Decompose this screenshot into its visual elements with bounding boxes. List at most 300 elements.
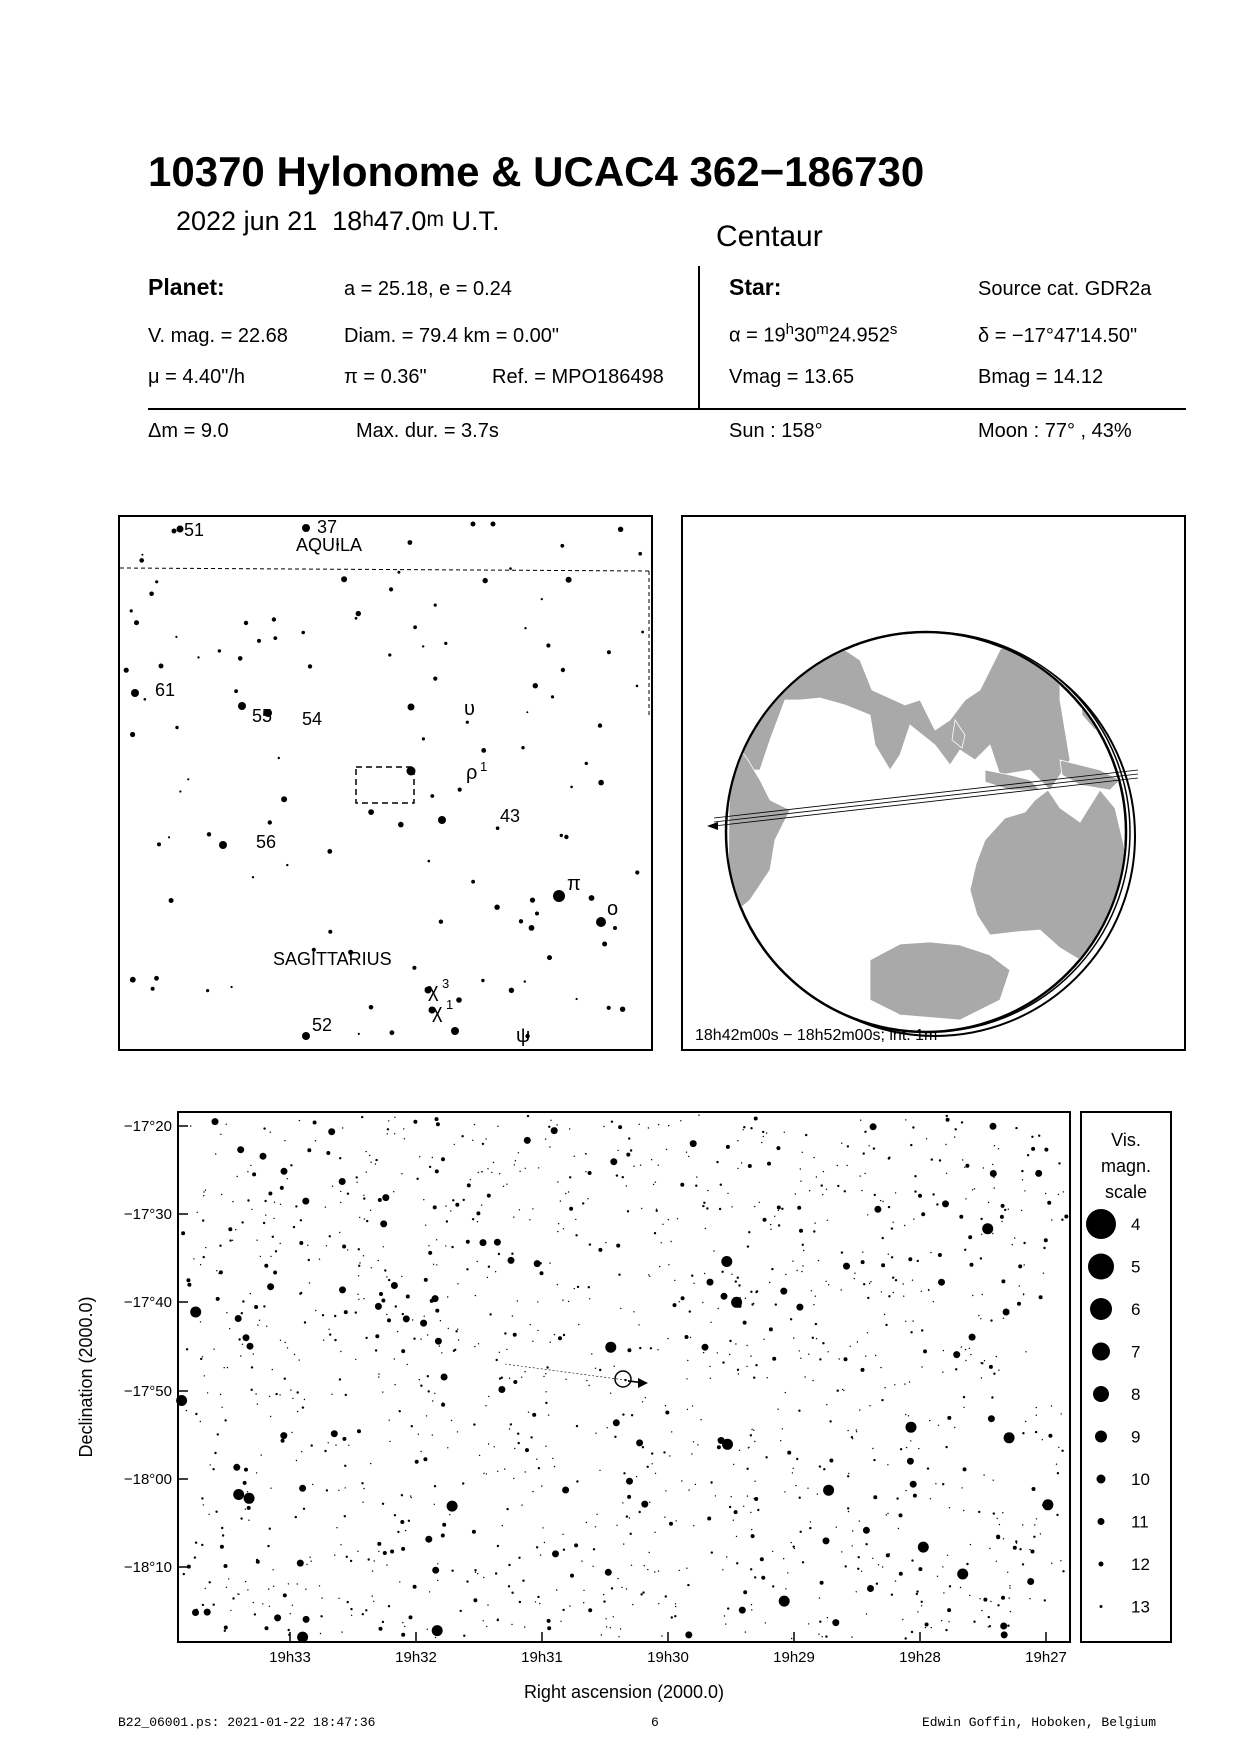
field-star [560,1200,561,1201]
field-star [822,1342,824,1344]
field-star [631,1414,633,1416]
field-star [288,1583,289,1584]
field-star [445,1205,446,1206]
chart-star [368,809,374,815]
field-star [426,1415,427,1416]
chart-star [576,998,578,1000]
chart-star [524,980,526,982]
field-star [983,1474,984,1475]
field-star [589,1298,590,1299]
field-star [303,1508,305,1510]
field-star [847,1507,849,1509]
field-star [1057,1472,1059,1474]
field-star [229,1239,231,1241]
field-star [259,1320,260,1321]
field-star [463,1635,465,1637]
field-star [843,1390,844,1391]
field-star [932,1193,934,1195]
field-star [682,1183,683,1184]
field-star [481,1171,482,1172]
field-star [1014,1237,1015,1238]
field-star [208,1514,209,1515]
field-star [823,1171,824,1172]
field-star [848,1511,849,1512]
field-star [802,1152,803,1153]
field-star [451,1420,452,1421]
field-star [626,1185,627,1186]
field-star [661,1635,662,1636]
field-star [996,1561,997,1562]
field-star [872,1448,873,1449]
field-star [780,1288,787,1295]
field-star [518,1152,519,1153]
field-star [548,1126,550,1128]
mag-scale-title-vis: Vis. [1111,1130,1141,1150]
field-star [841,1289,842,1290]
field-star [375,1349,377,1351]
chart-star [341,576,347,582]
field-star [598,1248,602,1252]
field-star [870,1123,877,1130]
field-star [441,1534,445,1538]
field-star [739,1607,746,1614]
field-star [891,1594,893,1596]
field-star [863,1152,865,1154]
field-star [425,1536,432,1543]
field-star [657,1349,658,1350]
chart-star [481,979,484,982]
field-star [331,1430,338,1437]
field-star [765,1456,767,1458]
field-star [770,1224,771,1225]
field-star [487,1168,488,1169]
field-star [861,1260,865,1264]
field-star [554,1466,555,1467]
field-star [1051,1405,1052,1406]
field-star [256,1240,257,1241]
field-star [411,1425,413,1427]
field-star [599,1369,601,1371]
field-star [943,1350,944,1351]
field-star [190,1125,191,1126]
chart-star [541,598,543,600]
field-star [423,1199,424,1200]
field-star [1000,1623,1007,1630]
field-star [623,1472,625,1474]
star-declination: δ = −17°47'14.50" [978,325,1138,347]
field-star [931,1158,933,1160]
field-star [378,1373,379,1374]
field-star [551,1127,558,1134]
field-star [992,1164,993,1165]
ra-hour-unit: h [785,321,794,338]
field-star [968,1235,972,1239]
field-star [332,1186,333,1187]
field-star [777,1206,781,1210]
field-star [1023,1242,1025,1244]
field-star [273,1586,274,1587]
field-star [1040,1172,1041,1173]
chart-star [272,617,276,621]
field-star [1001,1279,1005,1283]
field-star [295,1205,297,1207]
field-star [582,1202,584,1204]
star-field-frame [178,1112,1070,1642]
chart-star [607,650,611,654]
field-star [886,1553,890,1557]
field-star [200,1264,201,1265]
field-star [921,1212,925,1216]
field-star [822,1194,823,1195]
chart-star [218,649,221,652]
field-star [837,1185,839,1187]
field-star [307,1148,311,1152]
field-star [736,1562,738,1564]
field-star [1017,1302,1021,1306]
field-star [711,1551,713,1553]
field-star [334,1315,336,1317]
field-star [783,1558,784,1559]
planet-orbit: a = 25.18, e = 0.24 [344,278,512,300]
field-star [1035,1431,1037,1433]
field-star [279,1394,280,1395]
field-star [826,1281,827,1282]
star-label-52: 52 [312,1015,333,1035]
field-star [591,1353,592,1354]
field-star [816,1176,817,1177]
field-star [382,1503,384,1505]
field-star [448,1328,449,1329]
event-date: 2022 jun 21 [176,206,318,236]
field-star [921,1291,922,1292]
field-star [895,1279,897,1281]
max-duration: Max. dur. = 3.7s [356,420,499,442]
field-star [346,1556,348,1558]
field-star [554,1334,555,1335]
field-star [233,1464,240,1471]
field-star [207,1392,208,1393]
field-star [893,1222,894,1223]
field-star [402,1622,403,1623]
magnitude-drop: Δm = 9.0 [148,420,229,442]
field-star [734,1510,738,1514]
field-star [863,1283,865,1285]
field-star [722,1361,724,1363]
field-star [744,1323,745,1324]
field-star [793,1468,794,1469]
chart-star [613,926,617,930]
field-star [365,1151,366,1152]
field-star [265,1626,269,1630]
field-star [374,1560,375,1561]
chart-star [598,723,602,727]
field-star [375,1163,376,1164]
field-star [687,1409,688,1410]
dec-tick-label: −17°30 [123,1206,172,1223]
field-star [810,1521,811,1522]
hour-unit: h [362,208,374,231]
field-star [545,1402,547,1404]
field-star [825,1635,827,1637]
field-star [221,1527,223,1529]
field-star [942,1200,949,1207]
field-star [812,1337,814,1339]
field-star [642,1401,643,1402]
field-star [1036,1518,1037,1519]
declination-axis-label: Declination (2000.0) [76,1296,96,1458]
field-star [423,1457,427,1461]
field-star [1031,1136,1033,1138]
field-star [1007,1572,1008,1573]
field-star [992,1233,993,1234]
field-star [906,1447,907,1448]
field-star [218,1273,219,1274]
field-star [837,1165,838,1166]
field-star [751,1604,752,1605]
field-star [585,1171,586,1172]
field-star [344,1310,348,1314]
field-star [1056,1464,1057,1465]
field-star [1051,1219,1052,1220]
chart-star [172,529,177,534]
mag-scale-label: 11 [1131,1512,1149,1532]
field-star [220,1134,221,1135]
field-star [745,1631,746,1632]
chart-star [618,527,623,532]
field-star [432,1567,439,1574]
field-star [647,1466,649,1468]
field-star [707,1517,711,1521]
field-star [636,1439,643,1446]
star-label-chi1-sup: 1 [446,997,454,1012]
field-star [412,1319,413,1320]
field-star [549,1146,550,1147]
event-datetime [176,206,499,237]
chart-star [179,790,181,792]
field-star [807,1488,808,1489]
field-star [366,1220,368,1222]
field-star [307,1245,308,1246]
field-star [981,1377,982,1378]
chart-star [438,816,446,824]
field-star [339,1178,346,1185]
field-star [348,1445,349,1446]
chart-star [602,942,607,947]
star-field-chart [76,1100,1180,1702]
field-star [621,1587,622,1588]
field-star [331,1394,332,1395]
field-star [841,1251,843,1253]
field-star [1027,1578,1034,1585]
field-star [687,1360,688,1361]
field-star [390,1550,394,1554]
field-star [513,1478,514,1479]
field-star [1002,1512,1003,1513]
field-star [202,1219,204,1221]
field-star [603,1600,605,1602]
field-star [1025,1351,1026,1352]
field-star [927,1467,929,1469]
field-star [753,1430,754,1431]
field-star [472,1140,473,1141]
field-star [372,1595,373,1596]
field-star [290,1613,291,1614]
field-star [793,1546,795,1548]
field-star [358,1248,360,1250]
ra-hours: α = 19 [729,324,786,347]
field-star [1045,1193,1046,1194]
field-star [220,1545,224,1549]
field-star [955,1128,957,1130]
chart-star [134,620,139,625]
field-star [961,1121,963,1123]
field-star [921,1605,922,1606]
chart-star [355,617,358,620]
chart-star [231,986,233,988]
field-star [509,1428,510,1429]
chart-star [278,757,280,759]
field-star [405,1530,406,1531]
field-star [1019,1285,1020,1286]
field-star [235,1315,242,1322]
field-star [556,1124,557,1125]
field-star [798,1410,800,1412]
field-star [593,1548,595,1550]
field-star [378,1260,379,1261]
field-star [340,1202,341,1203]
field-star [727,1193,728,1194]
field-star [785,1392,786,1393]
field-star [359,1217,360,1218]
field-star [852,1545,853,1546]
chart-star [257,639,261,643]
field-star [435,1117,439,1121]
field-star [364,1218,365,1219]
field-star [668,1264,669,1265]
field-star [1064,1215,1068,1219]
field-star [488,1266,490,1268]
field-star [622,1176,624,1178]
mag-scale-dot [1088,1254,1114,1280]
field-star [186,1278,190,1282]
field-star [399,1410,401,1412]
field-star [925,1627,926,1628]
field-star [1024,1190,1025,1191]
field-star [859,1520,860,1521]
field-star [245,1581,246,1582]
field-star [706,1207,708,1209]
field-star [905,1414,906,1415]
chart-star [155,580,158,583]
field-star [669,1522,673,1526]
field-star [910,1440,911,1441]
field-star [828,1351,829,1352]
field-star [583,1602,584,1603]
field-star [379,1627,383,1631]
field-star [565,1193,566,1194]
field-star [981,1610,982,1611]
field-star [746,1468,748,1470]
field-star [435,1169,439,1173]
star-label-55: 55 [252,706,273,726]
field-star [401,1349,405,1353]
field-star [328,1329,329,1330]
field-star [328,1442,329,1443]
field-star [630,1149,632,1151]
field-star [945,1629,947,1631]
field-star [366,1172,367,1173]
field-star [478,1343,479,1344]
field-star [702,1344,709,1351]
field-star [895,1192,896,1193]
field-star [769,1282,770,1283]
field-star [420,1385,422,1387]
globe-time-caption: 18h42m00s − 18h52m00s; int. 1m [695,1027,938,1044]
field-star [904,1383,905,1384]
field-star [401,1547,405,1551]
field-star [863,1527,870,1534]
chart-star [238,702,246,710]
field-star [750,1291,752,1293]
field-star [738,1284,740,1286]
field-star [452,1199,454,1201]
field-star [237,1146,244,1153]
field-star [663,1451,665,1453]
field-star [441,1352,442,1353]
field-star [693,1525,694,1526]
field-star [847,1430,848,1431]
field-star [260,1256,261,1257]
field-star [743,1129,744,1130]
star-label-upsilon: υ [464,698,475,720]
field-star [679,1301,680,1302]
field-star [1022,1563,1024,1565]
field-star [960,1587,961,1588]
field-star [647,1569,648,1570]
field-star [486,1473,487,1474]
field-star [294,1354,295,1355]
chart-star [471,880,475,884]
mag-scale-title-magn: magn. [1100,1156,1152,1176]
field-star [804,1376,805,1377]
field-star [823,1485,834,1496]
field-star [285,1342,286,1343]
field-star [495,1271,496,1272]
field-star [680,1120,681,1121]
field-star [220,1394,221,1395]
mag-scale-title-scale: scale [1104,1182,1148,1202]
chart-star [157,842,161,846]
field-star [1024,1264,1025,1265]
field-star [671,1431,672,1432]
field-star [595,1368,596,1369]
field-star [881,1291,882,1292]
chart-star [219,841,227,849]
constellation-chart [118,515,653,1051]
field-star [233,1489,244,1500]
field-star [589,1243,591,1245]
field-star [1044,1599,1046,1601]
field-star [872,1558,873,1559]
field-star [394,1358,395,1359]
earth-globe-panel [681,515,1186,1051]
field-star [882,1566,883,1567]
field-star [363,1197,365,1199]
chart-star [635,870,639,874]
field-star [900,1448,902,1450]
field-star [1039,1295,1043,1299]
field-star [214,1452,216,1454]
